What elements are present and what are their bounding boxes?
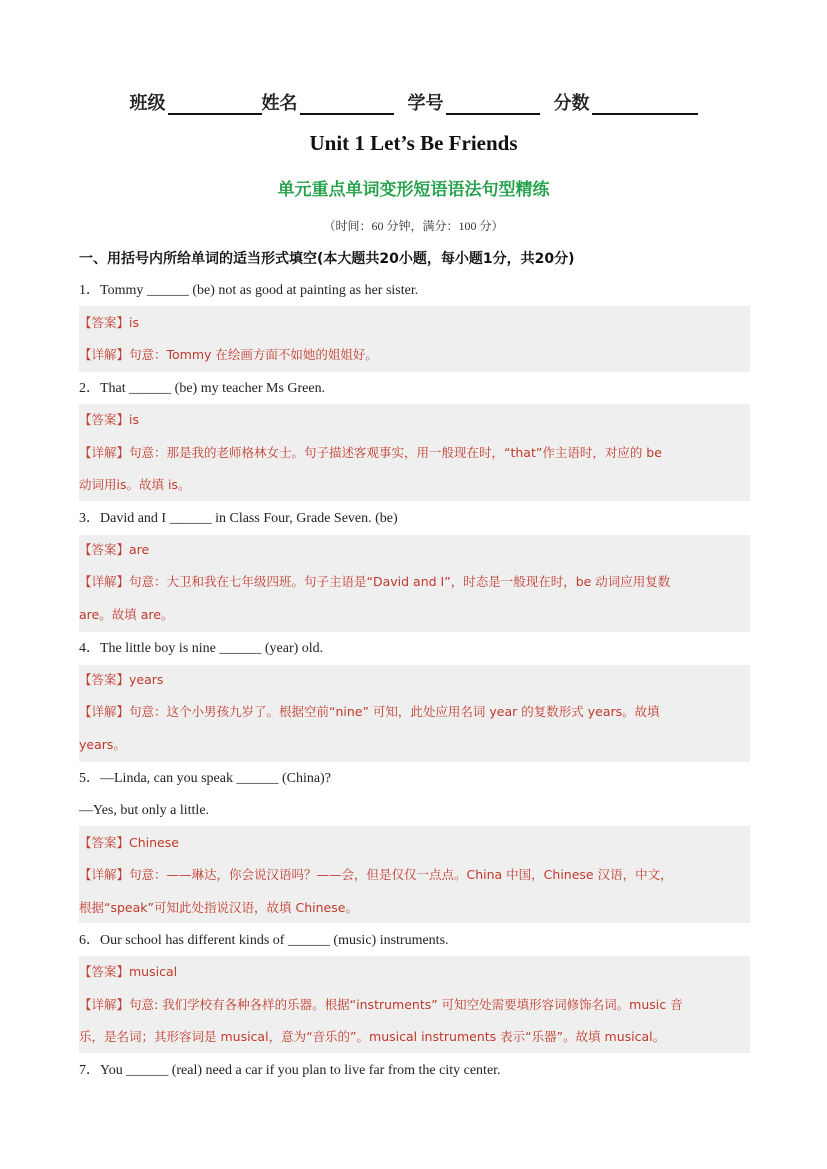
question-1: 1．Tommy ______ (be) not as good at painting as her sister. bbox=[79, 283, 419, 298]
time-info: （时间：60 分钟，满分：100 分） bbox=[323, 219, 504, 233]
answer-box-6 bbox=[79, 956, 750, 1053]
detail-4-line-1: 【详解】句意：这个小男孩九岁了。根据空前“nine” 可知，此处应用名词 year 的复数形式 years。故填 bbox=[79, 704, 660, 719]
detail-1-line-1: 【详解】句意：Tommy 在绘画方面不如她的姐姐好。 bbox=[79, 347, 378, 362]
question-6: 6．Our school has different kinds of ______ (music) instruments. bbox=[79, 933, 449, 948]
answer-1: 【答案】is bbox=[79, 315, 139, 330]
detail-3-line-1: 【详解】句意：大卫和我在七年级四班。句子主语是“David and I”，时态是一般现在时，be 动词应用复数 bbox=[79, 574, 671, 589]
score-field bbox=[554, 89, 698, 115]
number-blank[interactable] bbox=[446, 93, 540, 115]
detail-5-line-2: 根据“speak”可知此处指说汉语，故填 Chinese。 bbox=[79, 900, 358, 915]
number-field bbox=[408, 89, 554, 115]
answer-box-1 bbox=[79, 306, 750, 372]
question-3: 3．David and I ______ in Class Four, Grade Seven. (be) bbox=[79, 511, 398, 526]
class-label: 班级 bbox=[129, 93, 166, 114]
score-label: 分数 bbox=[553, 93, 590, 114]
detail-3-line-2: are。故填 are。 bbox=[79, 607, 174, 622]
question-7: 7．You ______ (real) need a car if you plan to live far from the city center. bbox=[79, 1063, 501, 1078]
answer-6: 【答案】musical bbox=[79, 964, 178, 979]
unit-title: Unit 1 Let’s Be Friends bbox=[309, 131, 518, 155]
name-field bbox=[262, 89, 408, 115]
answer-box-4 bbox=[79, 665, 750, 762]
question-4: 4．The little boy is nine ______ (year) old. bbox=[79, 641, 324, 656]
detail-6-line-1: 【详解】句意: 我们学校有各种各样的乐器。根据“instruments” 可知空处需要填形容词修饰名词。music 音 bbox=[79, 997, 683, 1012]
question-2: 2．That ______ (be) my teacher Ms Green. bbox=[79, 381, 326, 396]
number-label: 学号 bbox=[407, 93, 444, 114]
name-label: 姓名 bbox=[261, 93, 298, 114]
answer-5: 【答案】Chinese bbox=[79, 835, 179, 850]
detail-5-line-1: 【详解】句意：——琳达，你会说汉语吗？——会，但是仅仅一点点。China 中国，Chinese 汉语，中文， bbox=[79, 867, 673, 882]
answer-4: 【答案】years bbox=[79, 672, 164, 687]
detail-2-line-2: 动词用is。故填 is。 bbox=[79, 477, 191, 492]
name-blank[interactable] bbox=[300, 93, 394, 115]
detail-2-line-1: 【详解】句意：那是我的老师格林女士。句子描述客观事实，用一般现在时，“that”作主语时，对应的 be bbox=[79, 445, 662, 460]
answer-box-3 bbox=[79, 535, 750, 632]
answer-3: 【答案】are bbox=[79, 542, 150, 557]
detail-6-line-2: 乐，是名词；其形容词是 musical，意为“音乐的”。musical instruments 表示“乐器”。故填 musical。 bbox=[79, 1029, 666, 1044]
detail-4-line-2: years。 bbox=[79, 737, 126, 752]
section-title: 一、用括号内所给单词的适当形式填空(本大题共20小题，每小题1分，共20分) bbox=[79, 251, 575, 267]
answer-2: 【答案】is bbox=[79, 412, 139, 427]
answer-box-2 bbox=[79, 404, 750, 501]
question-5: 5．—Linda, can you speak ______ (China)? bbox=[79, 771, 331, 786]
answer-box-5 bbox=[79, 826, 750, 923]
student-info-header bbox=[0, 89, 827, 115]
score-blank[interactable] bbox=[592, 93, 698, 115]
worksheet-subtitle: 单元重点单词变形短语语法句型精练 bbox=[277, 180, 550, 200]
question-5-reply: —Yes, but only a little. bbox=[79, 803, 210, 818]
class-field bbox=[130, 89, 262, 115]
class-blank[interactable] bbox=[168, 93, 262, 115]
